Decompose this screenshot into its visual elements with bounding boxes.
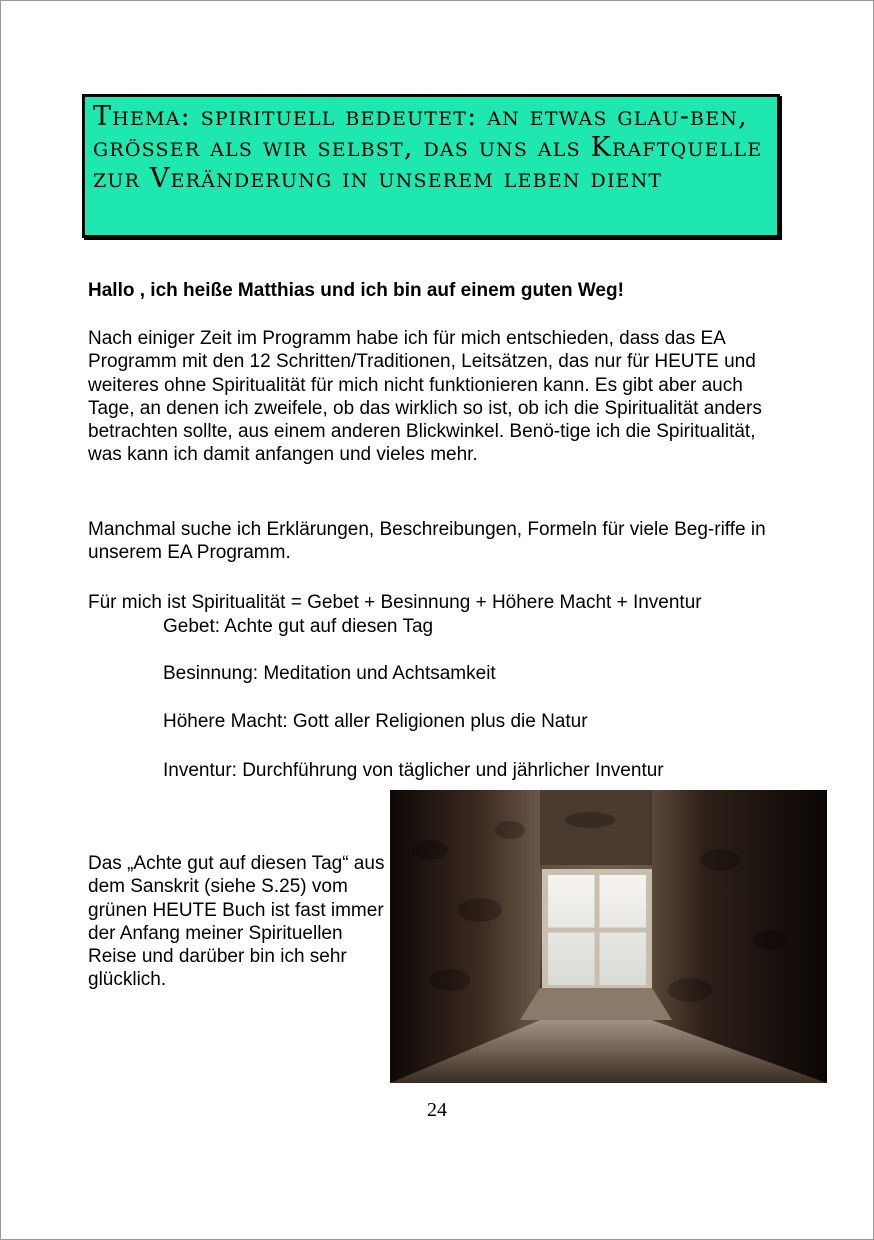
theme-title: Thema: spirituell bedeutet: an etwas glau-ben, grösser als wir selbst, das uns als Kraftquelle zur Veränderung in unserem leben dient [93, 101, 763, 194]
definition-inventur: Inventur: Durchführung von täglicher und jährlicher Inventur [163, 760, 664, 781]
paragraph-2: Manchmal suche ich Erklärungen, Beschreibungen, Formeln für viele Beg-riffe in unserem EA Programm. [88, 519, 766, 564]
page-number: 24 [427, 1099, 447, 1121]
paragraph-1: Nach einiger Zeit im Programm habe ich für mich entschieden, dass das EA Programm mit den 12 Schritten/Traditionen, Leitsätzen, das nur für HEUTE und weiteres ohne Spiritualität für mich nicht funktionieren kann. Es gibt aber auch Tage, an denen ich zweifele, ob das wirklich so ist, ob ich die Spiritualität anders betrachten sollte, aus einem anderen Blickwinkel. Benö-tige ich die Spiritualität, was kann ich damit anfangen und vieles mehr. [88, 328, 762, 466]
theme-box [82, 94, 780, 238]
spirituality-formula: Für mich ist Spiritualität = Gebet + Besinnung + Höhere Macht + Inventur [88, 592, 702, 613]
definition-hoehere-macht: Höhere Macht: Gott aller Religionen plus die Natur [163, 711, 588, 732]
greeting: Hallo , ich heiße Matthias und ich bin auf einem guten Weg! [88, 280, 624, 301]
definition-besinnung: Besinnung: Meditation und Achtsamkeit [163, 663, 496, 684]
definition-gebet: Gebet: Achte gut auf diesen Tag [163, 616, 434, 637]
window-photo [390, 790, 827, 1083]
side-text: Das „Achte gut auf diesen Tag“ aus dem Sanskrit (siehe S.25) vom grünen HEUTE Buch ist fast immer der Anfang meiner Spirituellen Reise und darüber bin ich sehr glücklich. [88, 853, 385, 991]
